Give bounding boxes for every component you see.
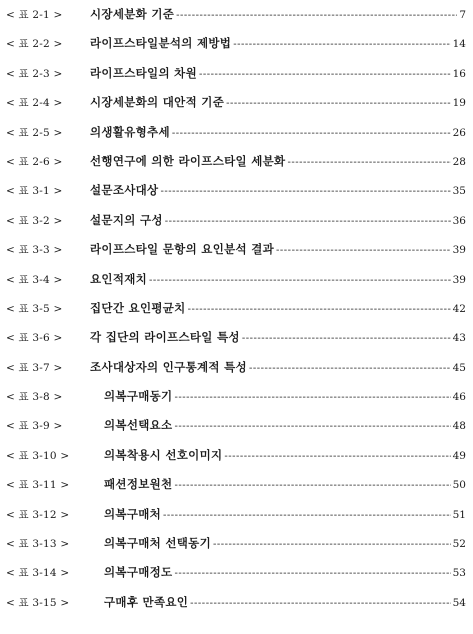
page-number: 45	[452, 361, 466, 374]
table-title: 라이프스타일 문항의 요인분석 결과	[90, 242, 275, 257]
table-number: < 표 3-12 >	[6, 508, 70, 521]
table-title: 의생활유형추세	[90, 124, 170, 139]
page-number: 48	[452, 420, 466, 433]
dot-leader	[224, 451, 450, 462]
table-number: < 표 3-9 >	[6, 420, 63, 433]
page-number: 54	[452, 596, 466, 609]
table-title: 의복착용시 선호이미지	[104, 447, 223, 462]
toc-entry	[6, 271, 466, 300]
toc-entry	[6, 65, 466, 94]
page-number: 52	[452, 538, 466, 551]
toc-entry	[6, 329, 466, 358]
table-title: 패션정보원천	[104, 477, 173, 492]
table-number: < 표 3-6 >	[6, 332, 63, 345]
table-number: < 표 3-13 >	[6, 538, 70, 551]
toc-entry	[6, 6, 466, 35]
toc-entry	[6, 212, 466, 241]
page-number: 53	[452, 567, 466, 580]
page-number: 14	[452, 38, 466, 51]
list-of-tables	[6, 6, 466, 623]
table-number: < 표 2-4 >	[6, 97, 63, 110]
table-number: < 표 3-11 >	[6, 479, 70, 492]
table-number: < 표 3-2 >	[6, 214, 63, 227]
page-number: 26	[452, 126, 466, 139]
dot-leader	[165, 216, 451, 227]
table-title: 설문지의 구성	[90, 212, 163, 227]
table-title: 의복구매처 선택동기	[104, 536, 211, 551]
dot-leader	[242, 333, 451, 344]
table-title: 설문조사대상	[90, 183, 159, 198]
page-number: 19	[452, 97, 466, 110]
dot-leader	[276, 245, 451, 256]
page-number: 46	[452, 391, 466, 404]
toc-entry	[6, 564, 466, 593]
table-number: < 표 2-6 >	[6, 155, 63, 168]
table-number: < 표 3-7 >	[6, 361, 63, 374]
table-number: < 표 2-3 >	[6, 67, 63, 80]
dot-leader	[172, 128, 451, 139]
page-number: 28	[452, 155, 466, 168]
table-title: 라이프스타일분석의 제방법	[90, 36, 232, 51]
table-number: < 표 3-15 >	[6, 596, 70, 609]
page-number: 43	[452, 332, 466, 345]
table-title: 의복구매정도	[104, 565, 173, 580]
toc-entry	[6, 417, 466, 446]
table-title: 의복구매동기	[104, 389, 173, 404]
dot-leader	[163, 510, 451, 521]
toc-entry	[6, 476, 466, 505]
table-number: < 표 2-5 >	[6, 126, 63, 139]
table-number: < 표 3-8 >	[6, 391, 63, 404]
dot-leader	[190, 598, 450, 609]
table-title: 각 집단의 라이프스타일 특성	[90, 330, 240, 345]
dot-leader	[249, 363, 451, 374]
toc-entry	[6, 94, 466, 123]
dot-leader	[199, 69, 451, 80]
toc-entry	[6, 241, 466, 270]
table-title: 요인적재치	[90, 271, 148, 286]
dot-leader	[174, 421, 450, 432]
toc-entry	[6, 506, 466, 535]
toc-entry	[6, 359, 466, 388]
page-number: 42	[452, 302, 466, 315]
toc-entry	[6, 153, 466, 182]
toc-entry	[6, 447, 466, 476]
table-number: < 표 2-1 >	[6, 9, 63, 21]
dot-leader	[226, 98, 451, 109]
table-title: 조사대상자의 인구통계적 특성	[90, 359, 247, 374]
dot-leader	[149, 275, 451, 286]
table-number: < 표 3-3 >	[6, 244, 63, 257]
page-number: 39	[452, 273, 466, 286]
toc-entry	[6, 594, 466, 623]
table-number: < 표 3-4 >	[6, 273, 63, 286]
table-title: 시장세분화 기준	[90, 7, 175, 21]
table-number: < 표 2-2 >	[6, 38, 63, 51]
toc-entry	[6, 182, 466, 211]
dot-leader	[233, 39, 450, 50]
dot-leader	[174, 392, 450, 403]
table-title: 구매후 만족요인	[104, 594, 189, 609]
table-number: < 표 3-14 >	[6, 567, 70, 580]
table-title: 시장세분화의 대안적 기준	[90, 95, 225, 110]
page-number: 35	[452, 185, 466, 198]
page-number: 39	[452, 244, 466, 257]
dot-leader	[174, 480, 450, 491]
page-number: 50	[452, 479, 466, 492]
toc-entry	[6, 535, 466, 564]
table-number: < 표 3-1 >	[6, 185, 63, 198]
table-number: < 표 3-10 >	[6, 449, 70, 462]
page-number: 16	[452, 67, 466, 80]
table-title: 선행연구에 의한 라이프스타일 세분화	[90, 153, 286, 168]
toc-entry	[6, 124, 466, 153]
page-number: 7	[459, 9, 466, 21]
dot-leader	[176, 10, 457, 21]
page-number: 51	[452, 508, 466, 521]
table-title: 집단간 요인평균치	[90, 300, 186, 315]
dot-leader	[213, 539, 451, 550]
toc-entry	[6, 35, 466, 64]
toc-entry	[6, 388, 466, 417]
dot-leader	[287, 157, 450, 168]
toc-entry	[6, 300, 466, 329]
table-number: < 표 3-5 >	[6, 302, 63, 315]
dot-leader	[160, 186, 450, 197]
table-title: 라이프스타일의 차원	[90, 65, 197, 80]
table-title: 의복선택요소	[104, 418, 173, 433]
page-number: 36	[452, 214, 466, 227]
dot-leader	[174, 568, 450, 579]
page-number: 49	[452, 449, 466, 462]
dot-leader	[188, 304, 451, 315]
table-title: 의복구매처	[104, 506, 162, 521]
